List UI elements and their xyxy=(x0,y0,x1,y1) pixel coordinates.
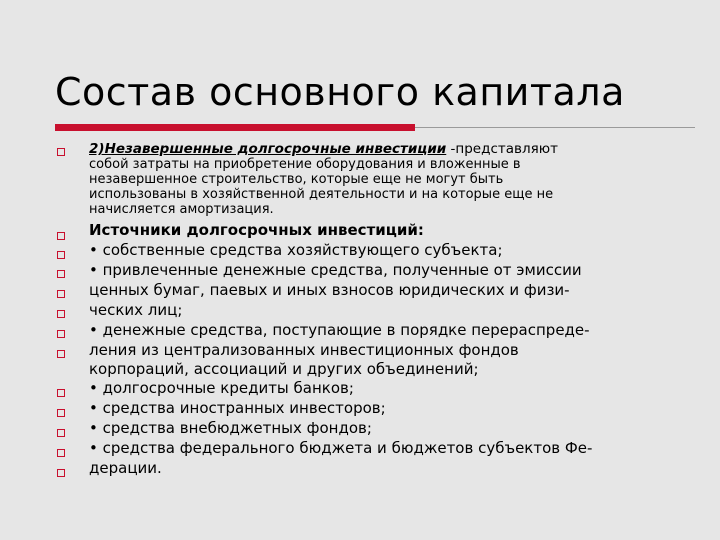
bullet-square-icon xyxy=(57,270,65,278)
item1-heading-rest: -представляют xyxy=(446,141,558,157)
list-line: • средства иностранных инвесторов; xyxy=(89,399,386,417)
bullet-square-icon xyxy=(57,232,65,240)
list-line: ценных бумаг, паевых и иных взносов юридических и физи- xyxy=(89,281,570,299)
bullet-square-icon xyxy=(57,310,65,318)
bullet-square-icon xyxy=(57,449,65,457)
bullet-square-icon xyxy=(57,330,65,338)
item1-text-line: начисляется амортизация. xyxy=(89,202,274,217)
list-line: ления из централизованных инвестиционных фондов xyxy=(89,341,519,359)
list-line: • средства федерального бюджета и бюджетов субъектов Фе- xyxy=(89,439,593,457)
list-line: • привлеченные денежные средства, полученные от эмиссии xyxy=(89,261,582,279)
item1-text-line: незавершенное строительство, которые еще не могут быть xyxy=(89,172,504,187)
item1-first-line xyxy=(89,142,558,157)
slide-title: Состав основного капитала xyxy=(55,70,625,114)
list-line: • денежные средства, поступающие в порядке перераспреде- xyxy=(89,321,590,339)
title-accent-bar xyxy=(55,124,415,131)
bullet-square-icon xyxy=(57,290,65,298)
list-line: корпораций, ассоциаций и других объединений; xyxy=(89,360,479,378)
bullet-square-icon xyxy=(57,251,65,259)
item1-text-line: использованы в хозяйственной деятельности и на которые еще не xyxy=(89,187,554,202)
bullet-square-icon xyxy=(57,429,65,437)
bullet-square-icon xyxy=(57,389,65,397)
item1-heading: 2)Незавершенные долгосрочные инвестиции xyxy=(89,141,447,157)
sources-heading: Источники долгосрочных инвестиций: xyxy=(89,221,424,239)
bullet-square-icon xyxy=(57,469,65,477)
item1-text-line: собой затраты на приобретение оборудования и вложенные в xyxy=(89,157,521,172)
list-line: • долгосрочные кредиты банков; xyxy=(89,379,354,397)
bullet-square-icon xyxy=(57,148,65,156)
list-line: дерации. xyxy=(89,459,162,477)
bullet-square-icon xyxy=(57,350,65,358)
bullet-square-icon xyxy=(57,409,65,417)
list-line: • собственные средства хозяйствующего субъекта; xyxy=(89,241,503,259)
list-line: ческих лиц; xyxy=(89,301,183,319)
list-line: • средства внебюджетных фондов; xyxy=(89,419,372,437)
